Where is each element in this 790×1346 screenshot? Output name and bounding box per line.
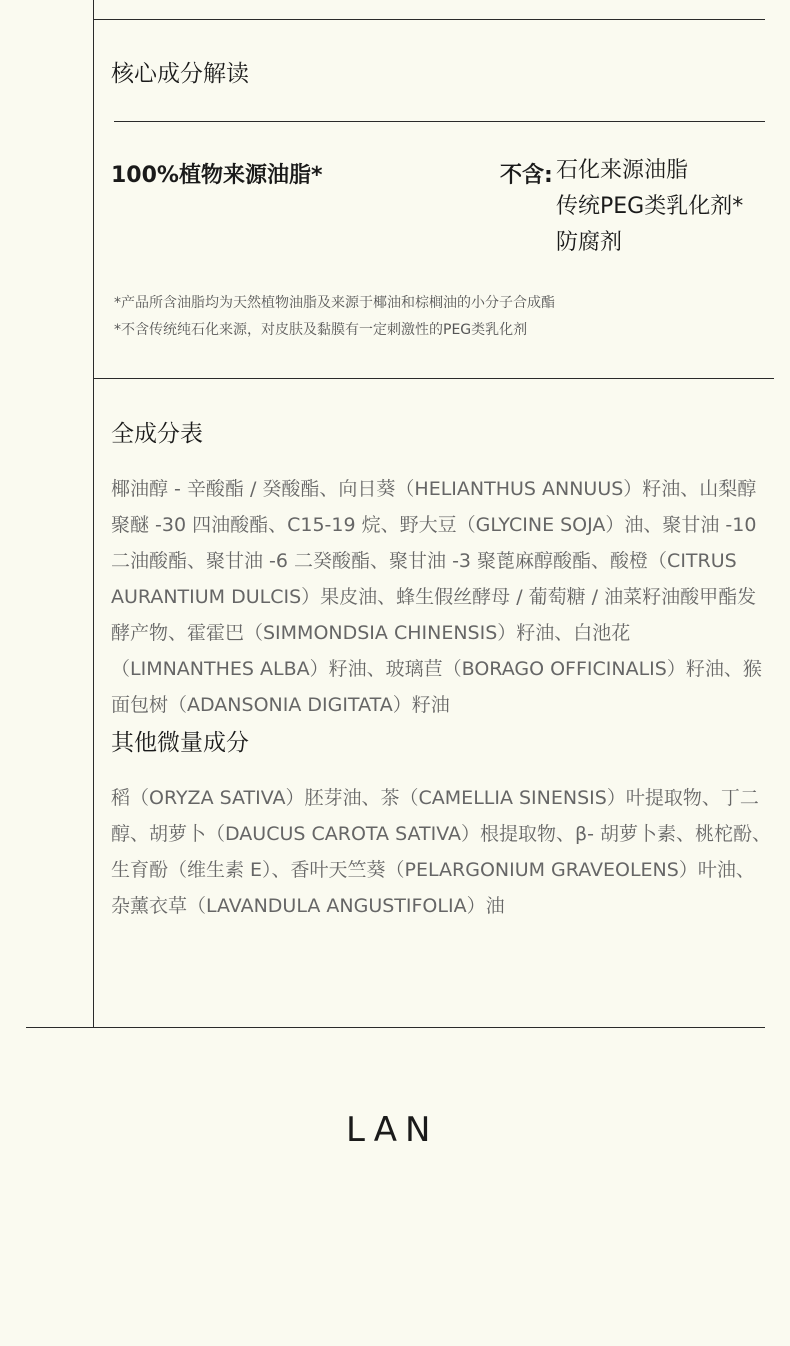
full-ingredients-title: 全成分表	[111, 421, 203, 447]
free-from-item: 防腐剂	[556, 230, 623, 255]
free-from-label: 不含:	[500, 163, 553, 188]
core-title-rule	[114, 121, 765, 122]
full-ingredients-text: 椰油醇 - 辛酸酯 / 癸酸酯、向日葵（HELIANTHUS ANNUUS）籽油、山梨醇聚醚 -30 四油酸酯、C15-19 烷、野大豆（GLYCINE SOJA）油、聚甘油 -10 二油酸酯、聚甘油 -6 二癸酸酯、聚甘油 -3 聚蓖麻醇酸酯、酸橙（CITRUS AURANTIUM DULCIS）果皮油、蜂生假丝酵母 / 葡萄糖 / 油菜籽油酸甲酯发酵产物、霍霍巴（SIMMONDSIA CHINENSIS）籽油、白池花（LIMNANTHES ALBA）籽油、玻璃苣（BORAGO OFFICINALIS）籽油、猴面包树（ADANSONIA DIGITATA）籽油	[111, 478, 762, 716]
trace-ingredients-title: 其他微量成分	[111, 730, 249, 756]
trace-ingredients-text: 稻（ORYZA SATIVA）胚芽油、茶（CAMELLIA SINENSIS）叶提取物、丁二醇、胡萝卜（DAUCUS CAROTA SATIVA）根提取物、β- 胡萝卜素、桃柁酚、生育酚（维生素 E）、香叶天竺葵（PELARGONIUM GRAVEOLENS）叶油、杂薰衣草（LAVANDULA ANGUSTIFOLIA）油	[111, 787, 772, 917]
footnote: *产品所含油脂均为天然植物油脂及来源于椰油和棕榈油的小分子合成酯	[114, 295, 555, 311]
free-from-item: 传统PEG类乳化剂*	[556, 194, 744, 219]
top-rule	[93, 19, 765, 20]
brand-logo: LAN	[346, 1110, 439, 1150]
section-divider	[93, 378, 774, 379]
free-from-item: 石化来源油脂	[556, 158, 689, 183]
bottom-rule	[26, 1027, 765, 1028]
core-section-title: 核心成分解读	[111, 61, 249, 87]
vertical-rule	[93, 0, 94, 1028]
plant-oil-claim: 100%植物来源油脂*	[111, 163, 323, 188]
footnote: *不含传统纯石化来源，对皮肤及黏膜有一定刺激性的PEG类乳化剂	[114, 322, 528, 338]
free-from-list	[556, 158, 743, 261]
footnotes	[114, 290, 555, 344]
